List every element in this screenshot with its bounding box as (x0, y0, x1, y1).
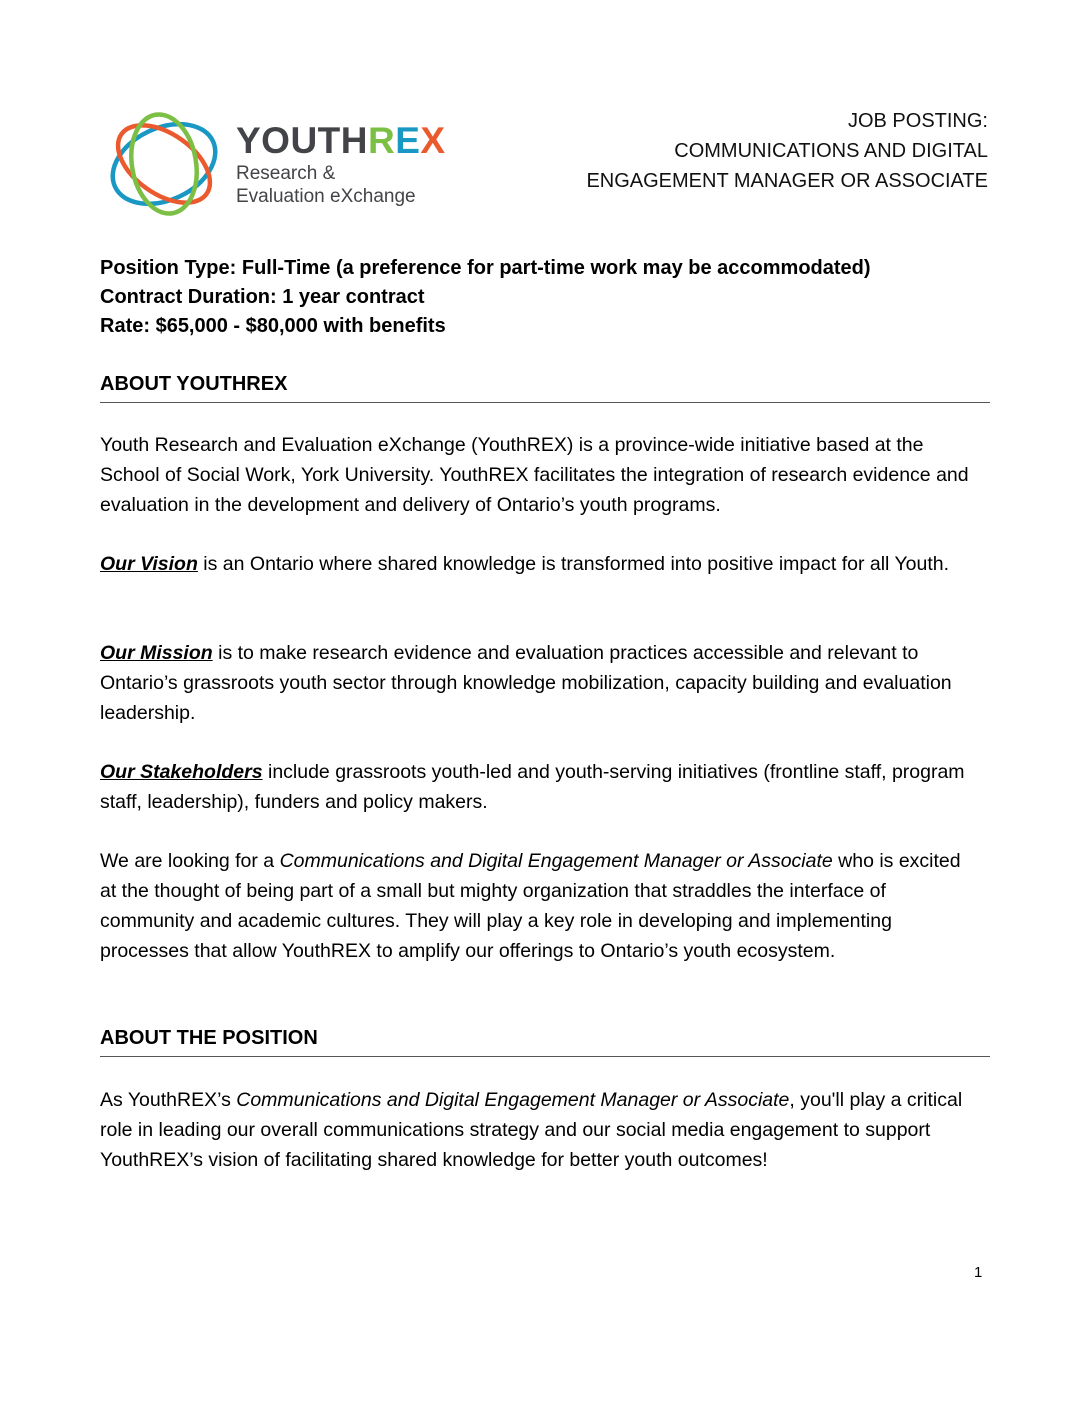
position-after: , you'll play a critical role in leading our overall communications strategy and our social media engagement to support YouthREX’s vision of facilitating shared knowledge for better youth outcomes! (100, 1089, 963, 1171)
looking-after: who is excited at the thought of being part of a small but mighty organization that straddles the interface of community and academic cultures. They will play a key role in developing and implementing processes that allow YouthREX to amplify our offerings to Ontario’s youth ecosystem. (100, 850, 961, 962)
youthrex-logo (102, 108, 446, 220)
vision-label: Our Vision (100, 553, 198, 575)
stakeholders-paragraph (100, 757, 980, 817)
job-posting-title (586, 106, 988, 196)
header-line-2: COMMUNICATIONS AND DIGITAL (674, 140, 988, 162)
logo-letter-x: X (420, 120, 446, 161)
page-number: 1 (974, 1264, 983, 1281)
mission-label: Our Mission (100, 642, 213, 664)
logo-word-youth: YOUTH (236, 120, 368, 161)
about-intro-paragraph: Youth Research and Evaluation eXchange (YouthREX) is a province-wide initiative based at the School of Social Work, York University. YouthREX facilitates the integration of research evidence and evaluation in the development and delivery of Ontario’s youth programs. (100, 434, 969, 516)
position-type: Position Type: Full-Time (a preference for part-time work may be accommodated) (100, 257, 871, 279)
about-position-heading: ABOUT THE POSITION (100, 1024, 990, 1057)
stakeholders-text: include grassroots youth-led and youth-serving initiatives (frontline staff, program staff, leadership), funders and policy makers. (100, 761, 965, 813)
mission-paragraph (100, 638, 980, 728)
logo-subtitle (236, 162, 416, 208)
about-youthrex-heading: ABOUT YOUTHREX (100, 370, 990, 403)
rate: Rate: $65,000 - $80,000 with benefits (100, 315, 446, 337)
looking-before: We are looking for a (100, 850, 280, 872)
header-line-3: ENGAGEMENT MANAGER OR ASSOCIATE (586, 170, 988, 192)
rings-logo-icon (102, 108, 226, 220)
logo-letter-r: R (368, 120, 396, 161)
header-line-1: JOB POSTING: (847, 110, 988, 132)
logo-wordmark (236, 122, 446, 159)
stakeholders-label: Our Stakeholders (100, 761, 263, 783)
vision-text: is an Ontario where shared knowledge is transformed into positive impact for all Youth. (197, 553, 950, 575)
mission-text: is to make research evidence and evaluation practices accessible and relevant to Ontario’s grassroots youth sector through knowledge mobilization, capacity building and evaluation leadership. (100, 642, 952, 724)
logo-letter-e: E (395, 120, 421, 161)
position-paragraph (100, 1085, 980, 1175)
position-details (100, 254, 990, 341)
logo-subtitle-line2: Evaluation eXchange (236, 186, 416, 207)
looking-role: Communications and Digital Engagement Manager or Associate (279, 850, 833, 872)
logo-subtitle-line1: Research & (236, 163, 336, 184)
looking-for-paragraph (100, 846, 980, 966)
contract-duration: Contract Duration: 1 year contract (100, 286, 425, 308)
position-role: Communications and Digital Engagement Manager or Associate (236, 1089, 790, 1111)
vision-paragraph (100, 549, 980, 579)
position-before: As YouthREX’s (100, 1089, 237, 1111)
